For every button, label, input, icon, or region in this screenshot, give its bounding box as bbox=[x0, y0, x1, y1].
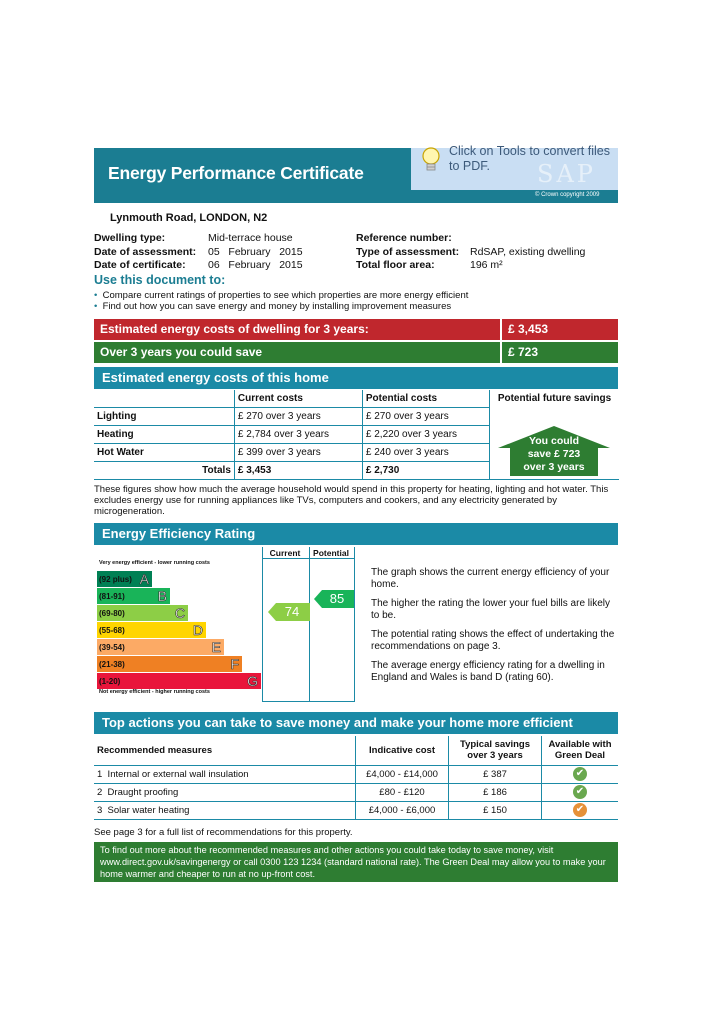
potential-rating-value: 85 bbox=[329, 591, 345, 606]
band-range: (39-54) bbox=[99, 643, 125, 652]
rating-band-g bbox=[97, 673, 261, 689]
band-letter: D bbox=[192, 622, 203, 638]
saving-cell: £ 186 bbox=[449, 783, 542, 801]
table-row bbox=[94, 783, 618, 801]
costs-table bbox=[94, 390, 490, 480]
rating-band-e bbox=[97, 639, 224, 655]
row-label: Heating bbox=[94, 426, 234, 444]
rating-band-a bbox=[97, 571, 152, 587]
rating-band-c bbox=[97, 605, 188, 621]
list-item: • Compare current ratings of properties to see which properties are more energy efficient bbox=[94, 290, 469, 301]
band-range: (55-68) bbox=[99, 626, 125, 635]
cost-cell: £4,000 - £6,000 bbox=[356, 801, 449, 819]
use-document-heading: Use this document to: bbox=[94, 273, 226, 287]
rating-band-b bbox=[97, 588, 170, 604]
current-column bbox=[262, 547, 310, 702]
green-deal-check-icon: ✔ bbox=[573, 803, 587, 817]
cost-cell: £4,000 - £14,000 bbox=[356, 765, 449, 783]
savings-value: £ 723 bbox=[508, 345, 539, 359]
description-paragraph: The average energy efficiency rating for a dwelling in England and Wales is band D (rating 60). bbox=[371, 660, 605, 683]
column-header: Available with Green Deal bbox=[542, 736, 619, 765]
column-header: Current costs bbox=[234, 390, 362, 408]
estimated-costs-value: £ 3,453 bbox=[508, 322, 549, 336]
certificate-header bbox=[94, 144, 618, 203]
description-paragraph: The graph shows the current energy efficiency of your home. bbox=[371, 567, 610, 590]
date-assessment-label: Date of assessment: bbox=[94, 246, 197, 258]
band-range: (69-80) bbox=[99, 609, 125, 618]
page-title: Energy Performance Certificate bbox=[108, 163, 364, 183]
potential-column bbox=[308, 547, 355, 702]
table-header-row bbox=[94, 390, 490, 408]
lightbulb-icon bbox=[421, 146, 441, 176]
savings-arrow-line: save £ 723 bbox=[527, 448, 581, 460]
savings-arrow-text bbox=[498, 435, 610, 474]
potential-rating-arrow bbox=[314, 590, 354, 608]
band-letter: G bbox=[247, 673, 258, 689]
column-header: Potential future savings bbox=[497, 393, 612, 404]
cost-cell: £80 - £120 bbox=[356, 783, 449, 801]
savings-bar bbox=[94, 342, 618, 363]
saving-cell: £ 387 bbox=[449, 765, 542, 783]
total-current: £ 3,453 bbox=[234, 462, 362, 480]
totals-row bbox=[94, 462, 490, 480]
type-assessment-value: RdSAP, existing dwelling bbox=[470, 246, 586, 258]
estimated-costs-label: Estimated energy costs of dwelling for 3 years: bbox=[100, 322, 369, 336]
description-paragraph: The higher the rating the lower your fuel bills are likely to be. bbox=[371, 598, 611, 621]
green-deal-check-icon: ✔ bbox=[573, 767, 587, 781]
divider bbox=[500, 342, 502, 363]
measure-cell: 1 Internal or external wall insulation bbox=[94, 765, 356, 783]
copyright-text: © Crown copyright 2009 bbox=[535, 192, 600, 198]
measure-cell: 3 Solar water heating bbox=[94, 801, 356, 819]
future-savings-cell bbox=[489, 390, 619, 480]
column-header: Typical savings over 3 years bbox=[449, 736, 542, 765]
see-page-note: See page 3 for a full list of recommendations for this property. bbox=[94, 827, 353, 838]
date-certificate-label: Date of certificate: bbox=[94, 259, 186, 271]
column-header: Potential costs bbox=[362, 390, 490, 408]
potential-column-header: Potential bbox=[308, 548, 354, 559]
costs-note: These figures show how much the average household would spend in this property for heating, lighting and hot water. This excludes energy use for running appliances like TVs, computers and cookers, and any electricity generated by microgeneration. bbox=[94, 484, 609, 517]
description-paragraph: The potential rating shows the effect of undertaking the recommendations on page 3. bbox=[371, 629, 615, 652]
table-cell: £ 270 over 3 years bbox=[234, 408, 362, 426]
acrobat-tooltip-text: Click on Tools to convert files to PDF. bbox=[449, 144, 610, 173]
current-column-header: Current bbox=[262, 548, 308, 559]
current-rating-arrow bbox=[268, 603, 310, 621]
total-potential: £ 2,730 bbox=[362, 462, 490, 480]
efficiency-descriptions bbox=[371, 567, 619, 691]
table-cell: £ 2,220 over 3 years bbox=[362, 426, 490, 444]
floor-area-label: Total floor area: bbox=[356, 259, 435, 271]
footer-panel bbox=[94, 842, 618, 882]
efficiency-top-note: Very energy efficient - lower running costs bbox=[99, 560, 210, 566]
row-label: Lighting bbox=[94, 408, 234, 426]
property-address: Lynmouth Road, LONDON, N2 bbox=[110, 212, 268, 224]
table-cell: £ 399 over 3 years bbox=[234, 444, 362, 462]
costs-section-heading bbox=[94, 367, 618, 389]
use-document-list bbox=[94, 290, 468, 312]
reference-label: Reference number: bbox=[356, 232, 452, 244]
date-certificate-value: 06 February 2015 bbox=[208, 259, 303, 271]
table-cell: £ 240 over 3 years bbox=[362, 444, 490, 462]
acrobat-tooltip[interactable] bbox=[411, 144, 618, 198]
savings-arrow-line: You could bbox=[529, 435, 579, 447]
footer-text: To find out more about the recommended measures and other actions you could take today to save money, visit www.direct.gov.uk/savingenergy or call 0300 123 1234 (standard national rate). The Green Deal may allow you to make your home warmer and cheaper to run at no up-front cost. bbox=[100, 845, 606, 879]
band-letter: B bbox=[157, 588, 167, 604]
efficiency-section-title: Energy Efficiency Rating bbox=[102, 526, 256, 541]
actions-section-heading bbox=[94, 712, 618, 734]
savings-arrow-line: over 3 years bbox=[523, 461, 585, 473]
band-range: (1-20) bbox=[99, 677, 121, 686]
table-cell: £ 2,784 over 3 years bbox=[234, 426, 362, 444]
recommendations-table bbox=[94, 736, 618, 820]
list-item: • Find out how you can save energy and money by installing improvement measures bbox=[94, 301, 452, 312]
column-header: Recommended measures bbox=[94, 736, 356, 765]
table-cell: £ 270 over 3 years bbox=[362, 408, 490, 426]
band-letter: A bbox=[139, 571, 149, 587]
column-header: Indicative cost bbox=[356, 736, 449, 765]
type-assessment-label: Type of assessment: bbox=[356, 246, 460, 258]
estimated-costs-bar bbox=[94, 319, 618, 340]
current-rating-value: 74 bbox=[284, 604, 300, 619]
dwelling-type-label: Dwelling type: bbox=[94, 232, 166, 244]
measure-cell: 2 Draught proofing bbox=[94, 783, 356, 801]
date-assessment-value: 05 February 2015 bbox=[208, 246, 303, 258]
band-range: (81-91) bbox=[99, 592, 125, 601]
dwelling-type-value: Mid-terrace house bbox=[208, 232, 293, 244]
savings-label: Over 3 years you could save bbox=[100, 345, 263, 359]
band-range: (21-38) bbox=[99, 660, 125, 669]
efficiency-section-heading bbox=[94, 523, 618, 545]
saving-cell: £ 150 bbox=[449, 801, 542, 819]
table-row bbox=[94, 444, 490, 462]
efficiency-bottom-note: Not energy efficient - higher running costs bbox=[99, 689, 210, 695]
costs-section-title: Estimated energy costs of this home bbox=[102, 370, 329, 385]
table-row bbox=[94, 765, 618, 783]
floor-area-value: 196 m² bbox=[470, 259, 503, 271]
band-letter: E bbox=[211, 639, 221, 655]
band-letter: F bbox=[230, 656, 239, 672]
table-row bbox=[94, 801, 618, 819]
rating-band-f bbox=[97, 656, 242, 672]
table-row bbox=[94, 426, 490, 444]
totals-label: Totals bbox=[94, 462, 234, 480]
band-letter: C bbox=[174, 605, 185, 621]
divider bbox=[500, 319, 502, 340]
actions-section-title: Top actions you can take to save money and make your home more efficient bbox=[102, 715, 573, 730]
green-deal-check-icon: ✔ bbox=[573, 785, 587, 799]
sap-logo: SAP bbox=[537, 160, 596, 188]
rating-band-d bbox=[97, 622, 206, 638]
table-header-row bbox=[94, 736, 618, 765]
row-label: Hot Water bbox=[94, 444, 234, 462]
table-row bbox=[94, 408, 490, 426]
band-range: (92 plus) bbox=[99, 575, 132, 584]
